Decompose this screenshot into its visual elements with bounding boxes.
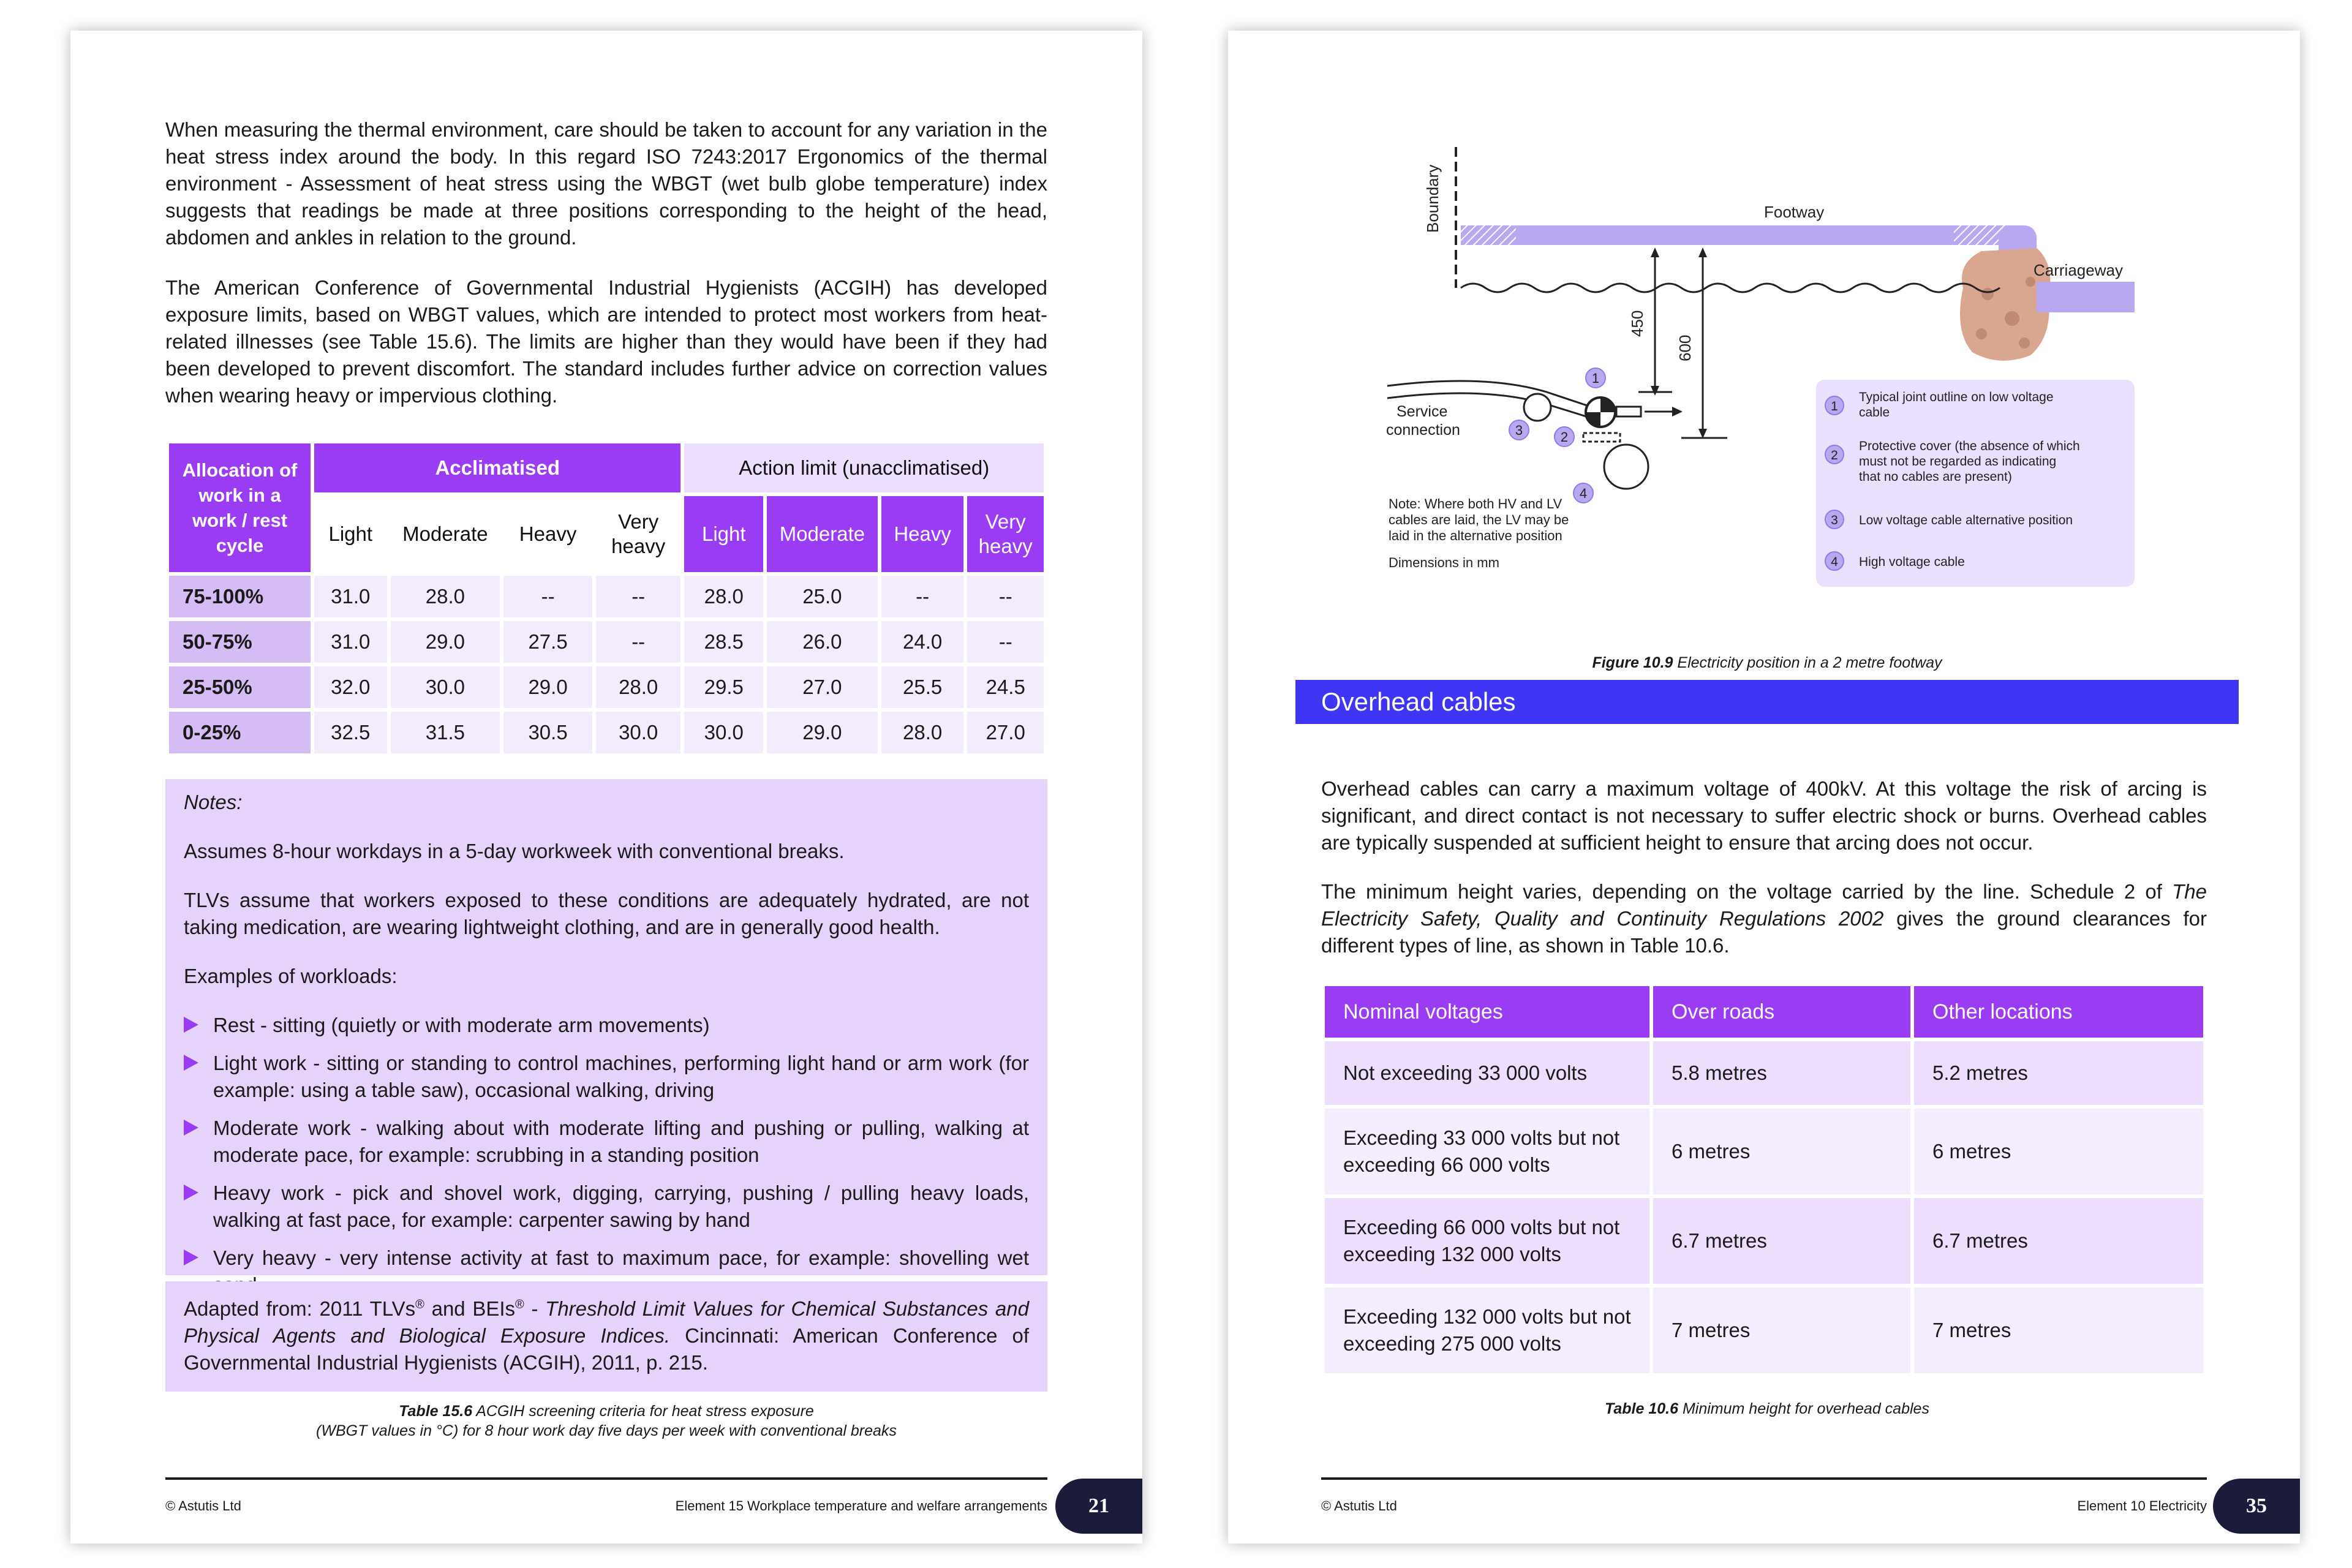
table-cell: 29.5 xyxy=(684,666,763,708)
minimum-height-paragraph: The minimum height varies, depending on the voltage carried by the line. Schedule 2 of The Electricity Safety, Quality and Continuity Regulations 2002 gives the ground clearances for different types of line, as shown in Table 10.6. xyxy=(1321,880,2207,957)
table-cell: 31.0 xyxy=(314,576,387,617)
table-cell: 25.0 xyxy=(767,576,878,617)
row-label: 50-75% xyxy=(169,621,311,663)
lv-alt-cable xyxy=(1524,394,1551,421)
svg-text:Protective cover (the absence: Protective cover (the absence of which xyxy=(1859,439,2080,453)
carriageway-slab xyxy=(2037,282,2135,312)
note-examples: Examples of workloads: xyxy=(184,965,398,987)
footway-label: Footway xyxy=(1764,203,1825,221)
table-row xyxy=(169,666,1044,708)
svg-text:3: 3 xyxy=(1831,513,1838,527)
table-cell: 30.0 xyxy=(391,666,500,708)
table-cell: 28.0 xyxy=(391,576,500,617)
table-cell: 28.0 xyxy=(684,576,763,617)
boundary-label: Boundary xyxy=(1423,164,1442,233)
table-row xyxy=(1325,1287,2203,1373)
table-cell: 6 metres xyxy=(1653,1109,1910,1194)
table-cell: 6 metres xyxy=(1914,1109,2203,1194)
table-cell: Exceeding 66 000 volts but not exceeding 132 000 volts xyxy=(1325,1198,1649,1284)
figure-caption: Figure 10.9 Electricity position in a 2 metre footway xyxy=(1592,654,1942,671)
table-cell: 26.0 xyxy=(767,621,878,663)
table-cell: 5.8 metres xyxy=(1653,1041,1910,1105)
heat-stress-table xyxy=(165,440,1047,757)
list-item: Light work - sitting or standing to control machines, performing light hand or arm work (for example: using a table saw), occasional walking, driving xyxy=(184,1050,1029,1104)
footer-element-title: Element 15 Workplace temperature and welfare arrangements xyxy=(675,1498,1047,1513)
subheader: Light xyxy=(684,496,763,572)
table-cell: -- xyxy=(967,576,1044,617)
svg-text:4: 4 xyxy=(1579,486,1588,501)
table-row xyxy=(169,712,1044,753)
note-workday: Assumes 8-hour workdays in a 5-day workweek with conventional breaks. xyxy=(184,840,845,862)
table-notes xyxy=(165,779,1047,1275)
svg-text:3: 3 xyxy=(1515,423,1523,438)
footer-rule xyxy=(165,1477,1047,1480)
table-cell: 27.0 xyxy=(967,712,1044,753)
row-label: 25-50% xyxy=(169,666,311,708)
service-label-2: connection xyxy=(1386,421,1460,439)
table-row xyxy=(1325,1041,2203,1105)
svg-text:must not be regarded as indica: must not be regarded as indicating xyxy=(1859,454,2057,469)
list-item: Moderate work - walking about with moderate lifting and pushing or pulling, walking at moderate pace, for example: scrubbing in a standing position xyxy=(184,1115,1029,1169)
table-cell: 29.0 xyxy=(391,621,500,663)
table-cell: 32.0 xyxy=(314,666,387,708)
table-source: Adapted from: 2011 TLVs® and BEIs® - Threshold Limit Values for Chemical Substances and Physical Agents and Biological Exposure Indices. Cincinnati: American Conference of Governmental Industrial Hygienists (ACGIH), 2011, p. 215. xyxy=(165,1281,1047,1392)
dimension-450: 450 xyxy=(1628,310,1646,337)
svg-text:Low voltage cable alternative: Low voltage cable alternative position xyxy=(1859,513,2073,527)
list-item: Heavy work - pick and shovel work, digging, carrying, pushing / pulling heavy loads, walking at fast pace, for example: carpenter sawing by hand xyxy=(184,1180,1029,1234)
figure-note-2: cables are laid, the LV may be xyxy=(1389,512,1569,527)
section-heading: Overhead cables xyxy=(1295,680,2239,724)
svg-text:2: 2 xyxy=(1560,429,1569,445)
left-page xyxy=(70,31,1142,1544)
table-cell: 29.0 xyxy=(767,712,878,753)
table-cell: 27.0 xyxy=(767,666,878,708)
table-cell: 6.7 metres xyxy=(1914,1198,2203,1284)
subheader: Moderate xyxy=(767,496,878,572)
triangle-bullet-icon xyxy=(184,1250,198,1265)
table-caption: Table 15.6 ACGIH screening criteria for heat stress exposure (WBGT values in °C) for 8 hour work day five days per week with conventional breaks xyxy=(316,1403,897,1439)
note-tlv: TLVs assume that workers exposed to these conditions are adequately hydrated, are not taking medication, are wearing lightweight clothing, and are in generally good health. xyxy=(184,889,1029,938)
corner-header: Allocation of work in a work / rest cycle xyxy=(169,443,311,572)
footer-rule xyxy=(1321,1477,2207,1480)
column-header: Nominal voltages xyxy=(1325,986,1649,1038)
table-caption: Table 10.6 Minimum height for overhead cables xyxy=(1605,1400,1929,1417)
protective-cover xyxy=(1583,433,1620,442)
hv-cable xyxy=(1604,445,1648,489)
table-cell: 7 metres xyxy=(1914,1287,2203,1373)
svg-text:1: 1 xyxy=(1831,399,1838,413)
subheader: Very heavy xyxy=(967,496,1044,572)
table-cell: -- xyxy=(596,576,681,617)
table-row xyxy=(169,576,1044,617)
service-label-1: Service xyxy=(1396,403,1448,420)
list-item: Very heavy - very intense activity at fast to maximum pace, for example: shovelling wet xyxy=(184,1245,1029,1298)
ground-line xyxy=(1461,284,2000,292)
page-number: 21 xyxy=(1055,1479,1142,1534)
page-number: 35 xyxy=(2213,1479,2300,1534)
subheader: Heavy xyxy=(881,496,964,572)
overhead-cables-table xyxy=(1321,982,2207,1377)
triangle-bullet-icon xyxy=(184,1055,198,1071)
list-item: Rest - sitting (quietly or with moderate arm movements) xyxy=(184,1012,1029,1039)
table-cell: 30.0 xyxy=(684,712,763,753)
row-label: 75-100% xyxy=(169,576,311,617)
svg-text:cable: cable xyxy=(1859,405,1890,420)
svg-text:2: 2 xyxy=(1831,448,1838,462)
subheader: Moderate xyxy=(391,496,500,572)
table-cell: 7 metres xyxy=(1653,1287,1910,1373)
table-cell: 32.5 xyxy=(314,712,387,753)
svg-text:High voltage cable: High voltage cable xyxy=(1859,555,1965,569)
table-cell: 31.5 xyxy=(391,712,500,753)
footer-copyright: © Astutis Ltd xyxy=(1321,1498,1397,1513)
table-cell: -- xyxy=(967,621,1044,663)
figure-dimensions-note: Dimensions in mm xyxy=(1389,555,1499,570)
table-cell: 30.0 xyxy=(596,712,681,753)
subheader: Very heavy xyxy=(596,496,681,572)
table-cell: 28.5 xyxy=(684,621,763,663)
figure-note-3: laid in the alternative position xyxy=(1389,528,1562,543)
row-label: 0-25% xyxy=(169,712,311,753)
acgih-paragraph: The American Conference of Governmental Industrial Hygienists (ACGIH) has developed exposure limits, based on WBGT values, which are intended to protect most workers from heat-related illnesses (see Table 15.6). The limits are higher than they would have been if they had been developed to prevent discomfort. The standard includes further advice on correction values when wearing heavy or impervious clothing. xyxy=(165,276,1047,407)
subheader: Heavy xyxy=(503,496,592,572)
triangle-bullet-icon xyxy=(184,1017,198,1033)
table-cell: Exceeding 132 000 volts but not exceeding 275 000 volts xyxy=(1325,1287,1649,1373)
triangle-bullet-icon xyxy=(184,1185,198,1200)
svg-text:Typical joint outline on low v: Typical joint outline on low voltage xyxy=(1859,390,2054,404)
figure-note-1: Note: Where both HV and LV xyxy=(1389,496,1562,511)
subheader: Light xyxy=(314,496,387,572)
action-limit-header: Action limit (unacclimatised) xyxy=(684,443,1044,492)
table-cell: 24.5 xyxy=(967,666,1044,708)
column-header: Over roads xyxy=(1653,986,1910,1038)
carriageway-label: Carriageway xyxy=(2034,261,2123,279)
table-cell: 29.0 xyxy=(503,666,592,708)
table-cell: -- xyxy=(503,576,592,617)
table-row xyxy=(1325,1109,2203,1194)
svg-text:1: 1 xyxy=(1591,371,1600,386)
table-cell: -- xyxy=(596,621,681,663)
footway-slab xyxy=(1461,225,2012,245)
table-cell: 28.0 xyxy=(881,712,964,753)
table-row xyxy=(1325,1198,2203,1284)
table-cell: Not exceeding 33 000 volts xyxy=(1325,1041,1649,1105)
triangle-bullet-icon xyxy=(184,1120,198,1136)
table-cell: 5.2 metres xyxy=(1914,1041,2203,1105)
table-cell: 25.5 xyxy=(881,666,964,708)
acclimatised-header: Acclimatised xyxy=(314,443,680,492)
table-cell: 28.0 xyxy=(596,666,681,708)
right-page xyxy=(1228,31,2300,1544)
table-cell: 27.5 xyxy=(503,621,592,663)
svg-text:that no cables are present): that no cables are present) xyxy=(1859,470,2012,484)
electricity-footway-figure xyxy=(1228,31,2300,643)
footer-element-title: Element 10 Electricity xyxy=(2077,1498,2207,1513)
heat-stress-paragraph: When measuring the thermal environment, care should be taken to account for any variation in the heat stress index around the body. In this regard ISO 7243:2017 Ergonomics of the thermal environment - Assessment of heat stress using the WBGT (wet bulb globe temperature) index suggests that readings be made at three positions corresponding to the height of the head, abdomen and ankles in relation to the ground. xyxy=(165,118,1047,249)
table-cell: 24.0 xyxy=(881,621,964,663)
table-cell: 6.7 metres xyxy=(1653,1198,1910,1284)
svg-text:4: 4 xyxy=(1831,555,1838,569)
table-cell: 30.5 xyxy=(503,712,592,753)
notes-title: Notes: xyxy=(184,791,243,813)
dimension-600: 600 xyxy=(1676,334,1694,361)
column-header: Other locations xyxy=(1914,986,2203,1038)
table-cell: Exceeding 33 000 volts but not exceeding 66 000 volts xyxy=(1325,1109,1649,1194)
table-row xyxy=(169,621,1044,663)
overhead-paragraph: Overhead cables can carry a maximum voltage of 400kV. At this voltage the risk of arcing is significant, and direct contact is not necessary to suffer electric shock or burns. Overhead cables are typically suspended at sufficient height to ensure that arcing does not occur. xyxy=(1321,777,2207,854)
table-cell: 31.0 xyxy=(314,621,387,663)
footer-copyright: © Astutis Ltd xyxy=(165,1498,241,1513)
table-cell: -- xyxy=(881,576,964,617)
